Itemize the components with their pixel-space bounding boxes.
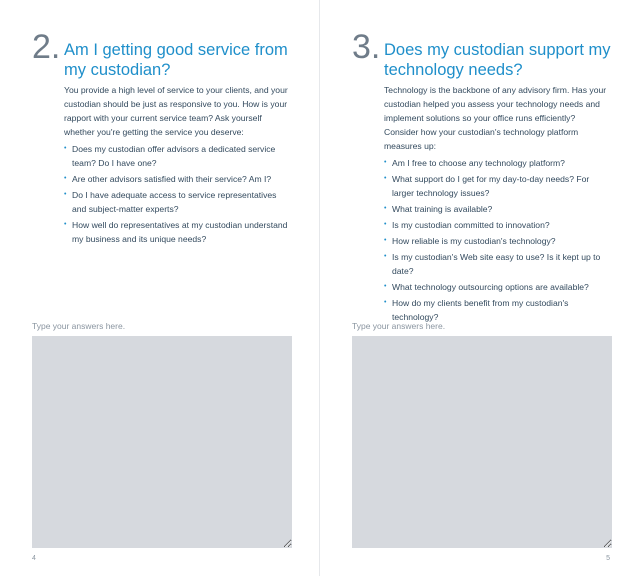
question-item: • Am I free to choose any technology platform? <box>384 158 565 168</box>
bullet-icon: • <box>384 299 387 306</box>
intro-paragraph: Technology is the backbone of any advisory firm. Has your custodian helped you assess your technology needs and implement solutions so your office runs efficiently? Consider how your custodian's technology platform measures up: <box>384 85 607 151</box>
bullet-icon: • <box>384 253 387 260</box>
page-number: 5 <box>606 555 610 562</box>
question-item: • How do my clients benefit from my custodian's technology? <box>384 298 569 322</box>
section-body <box>384 83 609 326</box>
bullet-icon: • <box>384 159 387 166</box>
question-list <box>64 142 289 246</box>
page-number: 4 <box>32 555 36 562</box>
question-list <box>384 156 609 324</box>
question-item: • Are other advisors satisfied with their service? Am I? <box>64 174 272 184</box>
bullet-icon: • <box>384 175 387 182</box>
bullet-icon: • <box>384 221 387 228</box>
answer-input[interactable] <box>352 336 612 548</box>
bullet-icon: • <box>64 191 67 198</box>
question-item: • How well do representatives at my custodian understand my business and its unique needs? <box>64 220 288 244</box>
question-item: • What training is available? <box>384 204 493 214</box>
bullet-icon: • <box>384 283 387 290</box>
question-item: • How reliable is my custodian's technology? <box>384 236 556 246</box>
section-number: 2. <box>32 28 61 66</box>
question-item: • Do I have adequate access to service representatives and subject-matter experts? <box>64 190 277 214</box>
section-body <box>64 83 289 248</box>
bullet-icon: • <box>64 175 67 182</box>
section-title: Does my custodian support my technology needs? <box>384 41 611 79</box>
bullet-icon: • <box>384 205 387 212</box>
answer-input[interactable] <box>32 336 292 548</box>
bullet-icon: • <box>64 145 67 152</box>
answer-label: Type your answers here. <box>352 321 446 331</box>
section-number: 3. <box>352 28 381 66</box>
question-item: • What support do I get for my day-to-day needs? For larger technology issues? <box>384 174 590 198</box>
question-item: • What technology outsourcing options are available? <box>384 282 589 292</box>
question-item: • Is my custodian's Web site easy to use? Is it kept up to date? <box>384 252 601 276</box>
section-title: Am I getting good service from my custodian? <box>64 41 288 79</box>
right-page <box>320 0 640 576</box>
question-item: • Is my custodian committed to innovation? <box>384 220 550 230</box>
bullet-icon: • <box>384 237 387 244</box>
answer-label: Type your answers here. <box>32 321 126 331</box>
intro-paragraph: You provide a high level of service to your clients, and your custodian should be just as responsive to you. How is your rapport with your current service team? Ask yourself whether you're getting the service you deserve: <box>64 85 288 137</box>
bullet-icon: • <box>64 221 67 228</box>
question-item: • Does my custodian offer advisors a dedicated service team? Do I have one? <box>64 144 276 168</box>
